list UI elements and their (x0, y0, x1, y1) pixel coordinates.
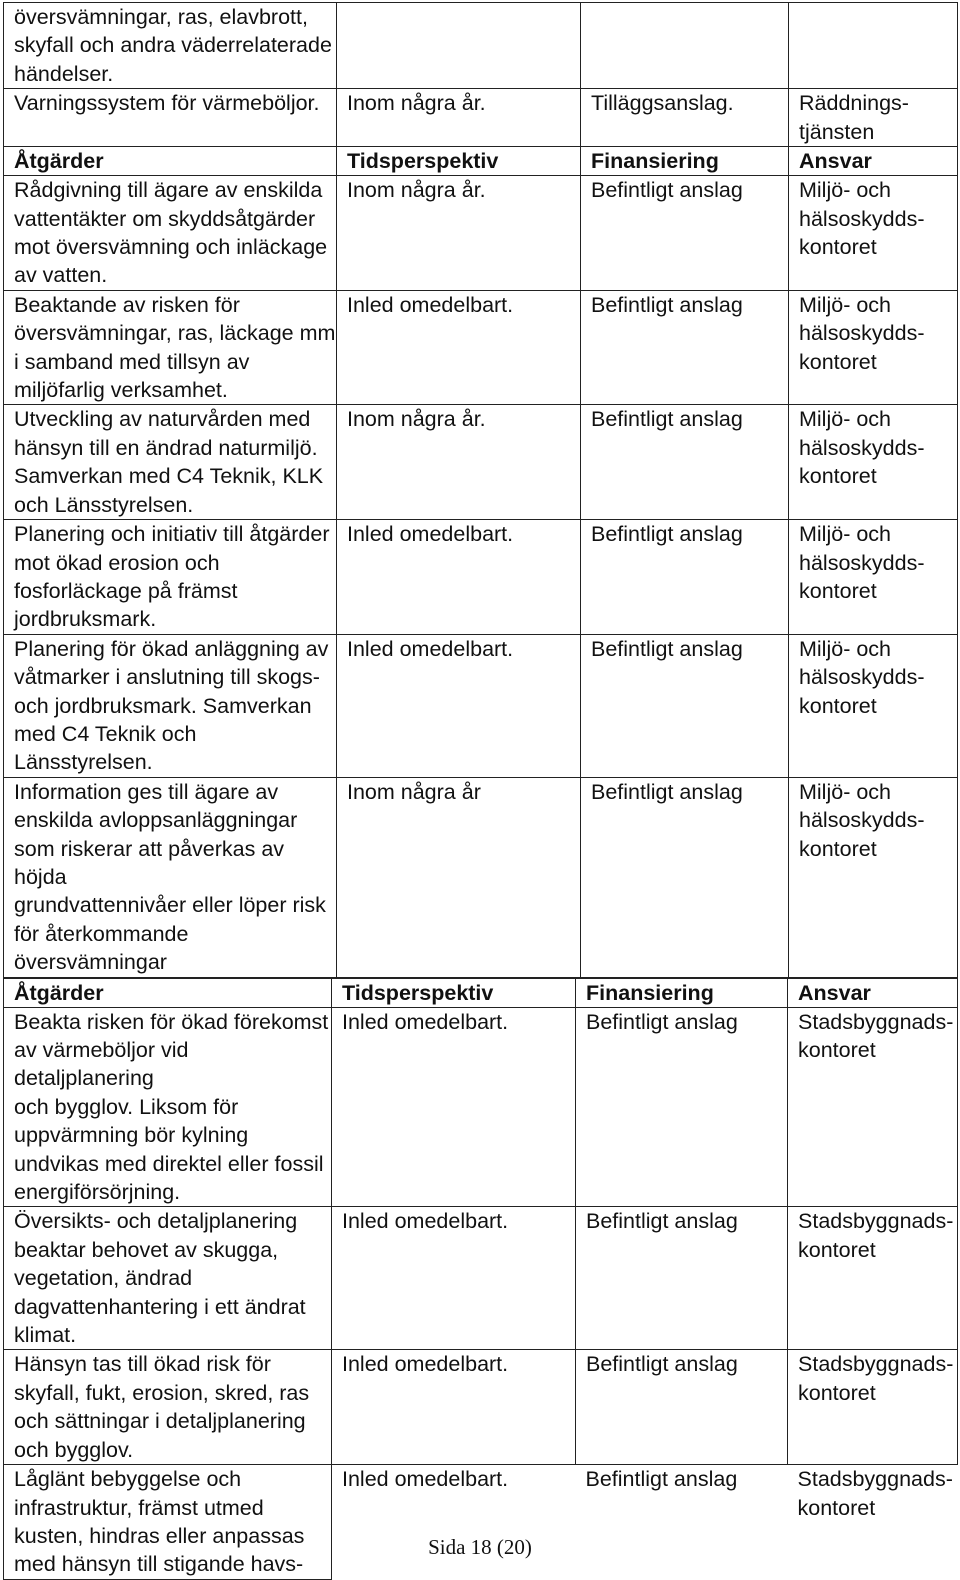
table-row (4, 1207, 958, 1350)
cell-responsible: Miljö- och hälsoskydds- kontoret (789, 405, 958, 520)
cell-responsible (789, 3, 958, 89)
cell-funding: Befintligt anslag (581, 520, 789, 635)
table-row (4, 1007, 958, 1207)
header-responsible: Ansvar (789, 147, 958, 176)
table-row (4, 520, 958, 635)
cell-responsible: Stadsbyggnads- kontoret (788, 1350, 958, 1465)
cell-timeframe: Inom några år (337, 777, 581, 977)
cell-responsible: Miljö- och hälsoskydds- kontoret (789, 520, 958, 635)
cell-timeframe: Inled omedelbart. (342, 1467, 509, 1492)
table-header-row (4, 978, 958, 1007)
cell-funding: Befintligt anslag (581, 290, 789, 405)
cell-timeframe: Inled omedelbart. (337, 634, 581, 777)
cell-responsible: Stadsbyggnads- kontoret (788, 1007, 958, 1207)
header-measures: Åtgärder (4, 147, 337, 176)
cell-timeframe: Inled omedelbart. (332, 1207, 576, 1350)
cell-funding: Befintligt anslag (581, 405, 789, 520)
cell-timeframe: Inled omedelbart. (332, 1007, 576, 1207)
cell-timeframe: Inom några år. (337, 405, 581, 520)
table-row (4, 1465, 958, 1580)
cell-timeframe: Inled omedelbart. (337, 520, 581, 635)
cell-funding (581, 3, 789, 89)
cell-funding: Befintligt anslag (576, 1207, 788, 1350)
header-timeframe: Tidsperspektiv (337, 147, 581, 176)
cell-funding: Befintligt anslag (585, 1467, 738, 1492)
table-row (4, 634, 958, 777)
cell-responsible: Räddnings- tjänsten (789, 89, 958, 147)
cell-responsible: Stadsbyggnads- kontoret (797, 1467, 953, 1520)
cell-responsible: Stadsbyggnads- kontoret (788, 1207, 958, 1350)
table-row (4, 89, 958, 147)
cell-measure: Utveckling av naturvården med hänsyn till en ändrad naturmiljö. Samverkan med C4 Teknik, KLK och Länsstyrelsen. (4, 405, 337, 520)
table-row (4, 176, 958, 291)
table-row (4, 1350, 958, 1465)
cell-timeframe: Inom några år. (337, 176, 581, 291)
cell-funding: Befintligt anslag (576, 1007, 788, 1207)
cell-measure: Hänsyn tas till ökad risk för skyfall, fukt, erosion, skred, ras och sättningar i detaljplanering och bygglov. (4, 1350, 332, 1465)
table-row (4, 777, 958, 977)
measures-table-2 (3, 978, 958, 1580)
cell-funding: Befintligt anslag (581, 634, 789, 777)
table-row (4, 405, 958, 520)
header-responsible: Ansvar (788, 978, 958, 1007)
table-header-row (4, 147, 958, 176)
cell-measure: Beaktande av risken för översvämningar, ras, läckage mm i samband med tillsyn av miljöfarlig verksamhet. (4, 290, 337, 405)
table-row (4, 3, 958, 89)
cell-measure: Låglänt bebyggelse och infrastruktur, främst utmed kusten, hindras eller anpassas med hänsyn till stigande havs- (4, 1465, 332, 1580)
cell-timeframe: Inled omedelbart. (332, 1350, 576, 1465)
header-funding: Finansiering (576, 978, 788, 1007)
cell-responsible: Miljö- och hälsoskydds- kontoret (789, 634, 958, 777)
page-number: Sida 18 (20) (428, 1535, 532, 1559)
cell-timeframe (337, 3, 581, 89)
cell-responsible: Miljö- och hälsoskydds- kontoret (789, 290, 958, 405)
cell-measure: Beakta risken för ökad förekomst av värmeböljor vid detaljplanering och bygglov. Liksom för uppvärmning bör kylning undvikas med direktel eller fossil energiförsörjning. (4, 1007, 332, 1207)
cell-responsible: Miljö- och hälsoskydds- kontoret (789, 176, 958, 291)
cell-funding: Befintligt anslag (576, 1350, 788, 1465)
cell-timeframe: Inled omedelbart. (337, 290, 581, 405)
cell-measure: Planering och initiativ till åtgärder mot ökad erosion och fosforläckage på främst jordbruksmark. (4, 520, 337, 635)
measures-table-1 (3, 2, 958, 978)
cell-funding: Befintligt anslag (581, 777, 789, 977)
cell-responsible: Miljö- och hälsoskydds- kontoret (789, 777, 958, 977)
header-funding: Finansiering (581, 147, 789, 176)
cell-measure: Översikts- och detaljplanering beaktar behovet av skugga, vegetation, ändrad dagvattenhantering i ett ändrat klimat. (4, 1207, 332, 1350)
cell-measure: Information ges till ägare av enskilda avloppsanläggningar som riskerar att påverkas av höjda grundvattennivåer eller löper risk för återkommande översvämningar (4, 777, 337, 977)
cell-measure: översvämningar, ras, elavbrott, skyfall och andra väderrelaterade händelser. (4, 3, 337, 89)
cell-timeframe: Inom några år. (337, 89, 581, 147)
header-timeframe: Tidsperspektiv (332, 978, 576, 1007)
cell-funding: Befintligt anslag (581, 176, 789, 291)
cell-measure: Varningssystem för värmeböljor. (4, 89, 337, 147)
header-measures: Åtgärder (4, 978, 332, 1007)
cell-measure: Rådgivning till ägare av enskilda vattentäkter om skyddsåtgärder mot översvämning och inläckage av vatten. (4, 176, 337, 291)
cell-measure: Planering för ökad anläggning av våtmarker i anslutning till skogs- och jordbruksmark. Samverkan med C4 Teknik och Länsstyrelsen. (4, 634, 337, 777)
table-row (4, 290, 958, 405)
document-page (3, 2, 957, 1580)
cell-funding: Tilläggsanslag. (581, 89, 789, 147)
